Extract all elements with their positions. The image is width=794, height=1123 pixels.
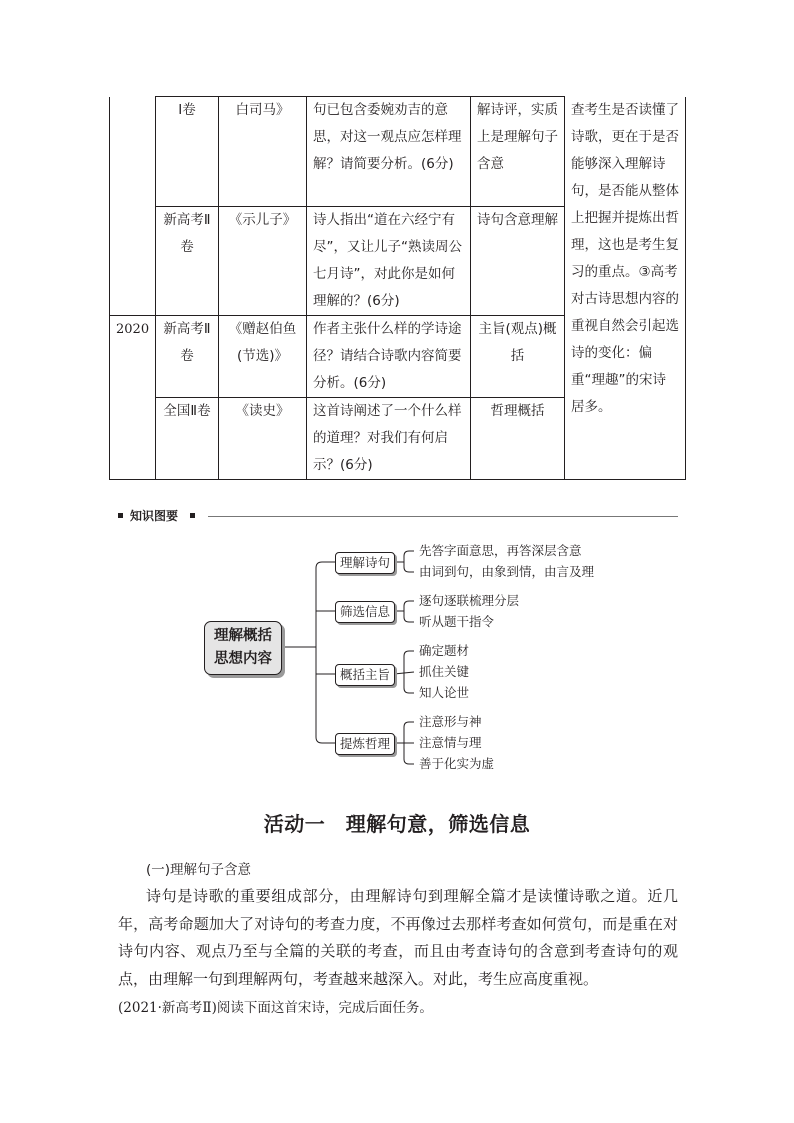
paper-cell: 新高考Ⅱ卷: [156, 207, 219, 316]
subheading: (一)理解句子含意: [146, 862, 252, 878]
leaf: 抓住关键: [419, 664, 470, 679]
branch-understand: 理解诗句: [335, 552, 395, 574]
task-source: (2021·新高考Ⅱ): [118, 1000, 217, 1016]
poem-cell: 《示儿子》: [219, 207, 307, 316]
paragraph-text: 诗句是诗歌的重要组成部分，由理解诗句到理解全篇才是读懂诗歌之道。近几年，高考命题加大了对诗句的考查力度，不再像过去那样考查如何赏句，而是重在对诗句内容、观点乃至与全篇的关联的考查，而且由考查诗句的含意到考查诗句的观点，由理解一句到理解两句，考查越来越深入。对此，考生应高度重视。: [118, 887, 678, 988]
leaf: 先答字面意思，再答深层含意: [419, 543, 582, 558]
poem-cell: 《赠赵伯鱼(节选)》: [219, 316, 307, 398]
section-title: 知识图要: [130, 509, 179, 523]
question-cell: 句已包含委婉劝吉的意思，对这一观点应怎样理解？请简要分析。(6分): [307, 97, 471, 207]
question-cell: 这首诗阐述了一个什么样的道理？对我们有何启示？(6分): [307, 398, 471, 480]
point-cell: 主旨(观点)概括: [471, 316, 565, 398]
leaf: 由词到句，由象到情，由言及理: [419, 564, 595, 579]
point-cell: 诗句含意理解: [471, 207, 565, 316]
task-line: [118, 996, 433, 1016]
activity-title: 活动一 理解句意，筛选信息: [263, 812, 531, 836]
point-cell: 解诗评，实质上是理解句子含意: [471, 97, 565, 207]
leaf: 知人论世: [419, 685, 470, 700]
question-cell: 诗人指出“道在六经宁有尽”，又让儿子“熟读周公七月诗”，对此你是如何理解的？(6分): [307, 207, 471, 316]
center-line-1: 理解概括: [214, 628, 272, 644]
paper-cell: 新高考Ⅱ卷: [156, 316, 219, 398]
note-cell: 查考生是否读懂了诗歌，更在于是否能够深入理解诗句，是否能从整体上把握并提炼出哲理，这也是考生复习的重点。③高考对古诗思想内容的重视自然会引起选诗的变化：偏重“理趣”的宋诗居多。: [565, 97, 686, 480]
body-paragraph: [118, 883, 678, 993]
leaf: 注意情与理: [419, 735, 482, 750]
center-line-2: 思想内容: [214, 651, 272, 667]
poem-cell: 白司马》: [219, 97, 307, 207]
leaf: 确定题材: [419, 643, 470, 658]
leaf: 注意形与神: [419, 714, 482, 729]
leaf: 逐句逐联梳理分层: [419, 593, 520, 608]
poem-cell: 《读史》: [219, 398, 307, 480]
leaf: 善于化实为虚: [419, 756, 495, 771]
task-text: 阅读下面这首宋诗，完成后面任务。: [216, 1000, 433, 1016]
paper-cell: 全国Ⅱ卷: [156, 398, 219, 480]
branch-filter: 筛选信息: [335, 601, 395, 623]
mindmap-center-node: [204, 621, 282, 675]
branch-theme: 概括主旨: [335, 664, 395, 686]
paper-cell: Ⅰ卷: [156, 97, 219, 207]
point-cell: 哲理概括: [471, 398, 565, 480]
year-cell: 2020: [110, 316, 156, 480]
branch-philosophy: 提炼哲理: [335, 733, 395, 755]
question-cell: 作者主张什么样的学诗途径？请结合诗歌内容简要分析。(6分): [307, 316, 471, 398]
leaf: 听从题干指令: [419, 614, 495, 629]
